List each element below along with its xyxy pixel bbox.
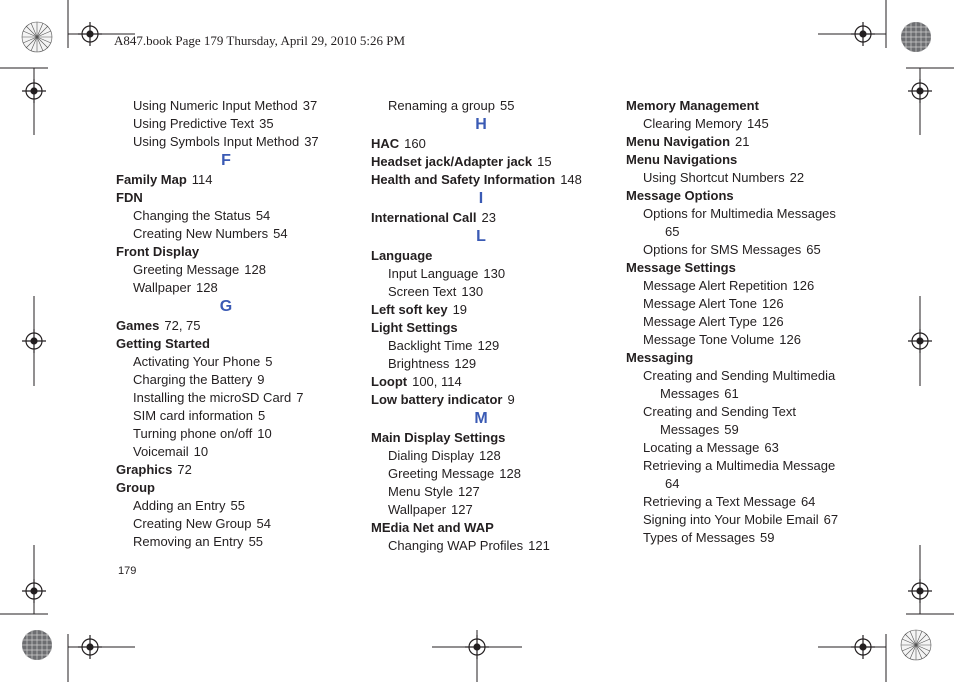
entry-term: Light Settings <box>371 320 458 335</box>
entry-page-ref: 15 <box>537 154 552 169</box>
index-entry <box>371 153 611 171</box>
entry-term: Locating a Message <box>643 440 760 455</box>
entry-page-ref: 5 <box>257 408 266 423</box>
index-subentry <box>371 265 611 283</box>
star-target-icon <box>22 22 52 52</box>
entry-page-ref: 160 <box>404 136 426 151</box>
index-subentry <box>116 279 356 297</box>
entry-term: MEdia Net and WAP <box>371 520 494 535</box>
index-entry <box>116 171 356 189</box>
entry-page-ref: 126 <box>792 278 815 293</box>
entry-term: Backlight Time <box>388 338 473 353</box>
entry-term: Message Alert Type <box>643 314 757 329</box>
entry-term: Signing into Your Mobile Email <box>643 512 819 527</box>
entry-page-ref: 37 <box>304 134 319 149</box>
star-target-icon <box>901 630 931 660</box>
grid-target-icon <box>22 630 52 660</box>
entry-term: Wallpaper <box>133 280 192 295</box>
registration-target-icon <box>908 579 932 603</box>
entry-term: Activating Your Phone <box>133 354 261 369</box>
index-entry <box>371 135 611 153</box>
index-entry <box>626 151 886 169</box>
entry-term: Message Alert Tone <box>643 296 757 311</box>
entry-page-ref: 21 <box>735 134 750 149</box>
entry-page-ref: 129 <box>454 356 477 371</box>
index-letter-heading: I <box>478 190 484 207</box>
entry-page-ref: 126 <box>761 314 784 329</box>
registration-target-icon <box>22 79 46 103</box>
index-entry <box>371 171 611 189</box>
index-subentry <box>626 475 886 493</box>
entry-page-ref: 22 <box>789 170 805 185</box>
index-subentry <box>116 389 356 407</box>
index-entry <box>371 373 611 391</box>
entry-term: Using Symbols Input Method <box>133 134 300 149</box>
index-subentry <box>116 443 356 461</box>
entry-term: Greeting Message <box>388 466 495 481</box>
entry-term: Options for Multimedia Messages <box>643 206 836 221</box>
entry-page-ref: 61 <box>724 386 739 401</box>
index-subentry <box>116 497 356 515</box>
entry-term: Changing WAP Profiles <box>388 538 524 553</box>
index-entry <box>116 189 356 207</box>
entry-term: Message Options <box>626 188 734 203</box>
registration-target-icon <box>851 635 875 659</box>
entry-page-ref: 19 <box>452 302 468 317</box>
entry-term: SIM card information <box>133 408 253 423</box>
entry-page-ref: 128 <box>499 466 521 481</box>
entry-page-ref: 64 <box>665 476 680 491</box>
entry-term: Changing the Status <box>133 208 251 223</box>
entry-term: Front Display <box>116 244 200 259</box>
index-subentry <box>116 115 356 133</box>
index-subentry <box>626 493 886 511</box>
entry-term: Turning phone on/off <box>133 426 253 441</box>
entry-term: Input Language <box>388 266 479 281</box>
entry-page-ref: 23 <box>481 210 496 225</box>
index-subentry <box>116 533 356 551</box>
entry-term: Left soft key <box>371 302 448 317</box>
index-subentry <box>116 207 356 225</box>
entry-page-ref: 126 <box>779 332 801 347</box>
entry-page-ref: 114 <box>191 172 213 187</box>
index-column-1 <box>116 97 356 551</box>
registration-target-icon <box>908 79 932 103</box>
entry-term: Health and Safety Information <box>371 172 556 187</box>
entry-page-ref: 54 <box>273 226 288 241</box>
entry-page-ref: 7 <box>296 390 304 405</box>
index-entry <box>371 319 611 337</box>
index-subentry <box>371 483 611 501</box>
index-column-2 <box>371 97 611 555</box>
index-letter-heading: L <box>476 228 486 245</box>
entry-term: Memory Management <box>626 98 759 113</box>
index-subentry <box>626 205 886 223</box>
entry-term: Types of Messages <box>643 530 755 545</box>
entry-page-ref: 121 <box>528 538 550 553</box>
entry-term: Greeting Message <box>133 262 240 277</box>
entry-term: Renaming a group <box>388 98 495 113</box>
index-column-3 <box>626 97 886 547</box>
index-subentry <box>626 403 886 421</box>
entry-page-ref: 65 <box>806 242 821 257</box>
entry-page-ref: 35 <box>259 116 274 131</box>
index-subentry <box>626 529 886 547</box>
index-entry <box>371 519 611 537</box>
entry-term: Menu Style <box>388 484 454 499</box>
entry-term: Messages <box>660 422 720 437</box>
entry-term: Brightness <box>388 356 450 371</box>
entry-page-ref: 5 <box>265 354 273 369</box>
index-subentry <box>371 465 611 483</box>
index-subentry <box>626 367 886 385</box>
index-subentry <box>116 133 356 151</box>
entry-term: Wallpaper <box>388 502 447 517</box>
entry-term: Screen Text <box>388 284 457 299</box>
index-subentry <box>626 169 886 187</box>
index-entry <box>626 97 886 115</box>
entry-page-ref: 148 <box>560 172 582 187</box>
entry-term: Adding an Entry <box>133 498 226 513</box>
entry-page-ref: 145 <box>746 116 769 131</box>
entry-page-ref: 130 <box>483 266 506 281</box>
index-subentry <box>116 353 356 371</box>
index-entry <box>116 243 356 261</box>
entry-page-ref: 64 <box>800 494 816 509</box>
entry-term: Message Settings <box>626 260 736 275</box>
entry-page-ref: 9 <box>507 392 515 407</box>
entry-term: Using Numeric Input Method <box>133 98 298 113</box>
registration-target-icon <box>78 635 102 659</box>
entry-page-ref: 72 <box>177 462 192 477</box>
index-subentry <box>626 457 886 475</box>
entry-term: Group <box>116 480 155 495</box>
entry-page-ref: 127 <box>458 484 480 499</box>
entry-term: International Call <box>371 210 477 225</box>
index-letter-heading: M <box>474 410 488 427</box>
entry-term: FDN <box>116 190 143 205</box>
entry-page-ref: 100, 114 <box>412 374 462 389</box>
index-subentry <box>371 355 611 373</box>
index-subentry <box>116 407 356 425</box>
index-entry <box>371 391 611 409</box>
index-subentry <box>371 501 611 519</box>
entry-page-ref: 37 <box>302 98 318 113</box>
page-number: 179 <box>118 565 137 577</box>
index-entry <box>116 317 356 335</box>
entry-term: Loopt <box>371 374 408 389</box>
entry-term: Creating New Group <box>133 516 252 531</box>
entry-term: Games <box>116 318 160 333</box>
entry-term: Main Display Settings <box>371 430 506 445</box>
entry-term: Getting Started <box>116 336 210 351</box>
grid-target-icon <box>901 22 931 52</box>
registration-target-icon <box>22 579 46 603</box>
entry-page-ref: 63 <box>764 440 779 455</box>
entry-page-ref: 10 <box>193 444 209 459</box>
entry-term: Creating and Sending Multimedia <box>643 368 836 383</box>
entry-term: Headset jack/Adapter jack <box>371 154 533 169</box>
index-subentry <box>626 331 886 349</box>
index-subentry <box>371 447 611 465</box>
entry-term: Voicemail <box>133 444 189 459</box>
entry-term: Retrieving a Multimedia Message <box>643 458 836 473</box>
entry-page-ref: 129 <box>477 338 500 353</box>
entry-page-ref: 130 <box>461 284 484 299</box>
index-subentry <box>116 425 356 443</box>
registration-target-icon <box>908 329 932 353</box>
index-subentry <box>626 223 886 241</box>
index-subentry <box>116 261 356 279</box>
index-letter-heading: F <box>221 152 231 169</box>
index-subentry <box>626 115 886 133</box>
registration-target-icon <box>851 22 875 46</box>
index-entry <box>116 479 356 497</box>
entry-term: Menu Navigations <box>626 152 738 167</box>
index-subentry <box>626 385 886 403</box>
index-entry <box>626 349 886 367</box>
index-entry <box>371 429 611 447</box>
index-subentry <box>116 371 356 389</box>
entry-term: Dialing Display <box>388 448 474 463</box>
entry-term: Using Shortcut Numbers <box>643 170 785 185</box>
entry-term: Removing an Entry <box>133 534 244 549</box>
index-letter-heading: G <box>219 298 233 315</box>
entry-term: Clearing Memory <box>643 116 742 131</box>
entry-term: Graphics <box>116 462 173 477</box>
index-entry <box>116 461 356 479</box>
entry-page-ref: 67 <box>823 512 839 527</box>
index-entry <box>371 301 611 319</box>
index-subentry <box>626 439 886 457</box>
entry-term: Message Tone Volume <box>643 332 775 347</box>
index-entry <box>626 133 886 151</box>
entry-term: Creating and Sending Text <box>643 404 796 419</box>
index-entry <box>371 247 611 265</box>
entry-page-ref: 126 <box>761 296 784 311</box>
index-subentry <box>371 283 611 301</box>
entry-page-ref: 55 <box>230 498 245 513</box>
index-subentry <box>371 97 611 115</box>
index-subentry <box>626 277 886 295</box>
entry-page-ref: 128 <box>196 280 218 295</box>
index-subentry <box>626 421 886 439</box>
entry-term: Charging the Battery <box>133 372 253 387</box>
index-subentry <box>626 313 886 331</box>
index-subentry <box>116 515 356 533</box>
index-entry <box>626 259 886 277</box>
entry-term: Retrieving a Text Message <box>643 494 796 509</box>
entry-page-ref: 9 <box>257 372 265 387</box>
registration-target-icon <box>22 329 46 353</box>
entry-page-ref: 55 <box>248 534 264 549</box>
entry-term: Using Predictive Text <box>133 116 255 131</box>
index-letter-heading: H <box>475 116 487 133</box>
entry-term: Menu Navigation <box>626 134 731 149</box>
index-entry <box>371 209 611 227</box>
entry-page-ref: 54 <box>256 516 271 531</box>
entry-term: Options for SMS Messages <box>643 242 802 257</box>
entry-term: Language <box>371 248 433 263</box>
index-subentry <box>371 537 611 555</box>
entry-page-ref: 55 <box>499 98 515 113</box>
index-subentry <box>116 97 356 115</box>
index-subentry <box>626 295 886 313</box>
entry-page-ref: 59 <box>760 530 775 545</box>
entry-term: Messaging <box>626 350 694 365</box>
entry-page-ref: 72, 75 <box>164 318 201 333</box>
entry-page-ref: 127 <box>451 502 473 517</box>
entry-page-ref: 128 <box>478 448 501 463</box>
index-entry <box>116 335 356 353</box>
index-subentry <box>626 241 886 259</box>
print-slug-header: A847.book Page 179 Thursday, April 29, 2010 5:26 PM <box>114 33 406 48</box>
entry-term: HAC <box>371 136 400 151</box>
entry-term: Installing the microSD Card <box>133 390 292 405</box>
registration-target-icon <box>78 22 102 46</box>
entry-page-ref: 65 <box>665 224 680 239</box>
entry-term: Creating New Numbers <box>133 226 269 241</box>
entry-page-ref: 10 <box>257 426 272 441</box>
entry-term: Message Alert Repetition <box>643 278 788 293</box>
index-subentry <box>626 511 886 529</box>
entry-term: Low battery indicator <box>371 392 503 407</box>
entry-term: Family Map <box>116 172 187 187</box>
index-entry <box>626 187 886 205</box>
entry-page-ref: 54 <box>255 208 271 223</box>
entry-page-ref: 128 <box>244 262 266 277</box>
entry-page-ref: 59 <box>724 422 739 437</box>
index-subentry <box>116 225 356 243</box>
entry-term: Messages <box>660 386 720 401</box>
registration-target-icon <box>465 635 489 659</box>
index-subentry <box>371 337 611 355</box>
